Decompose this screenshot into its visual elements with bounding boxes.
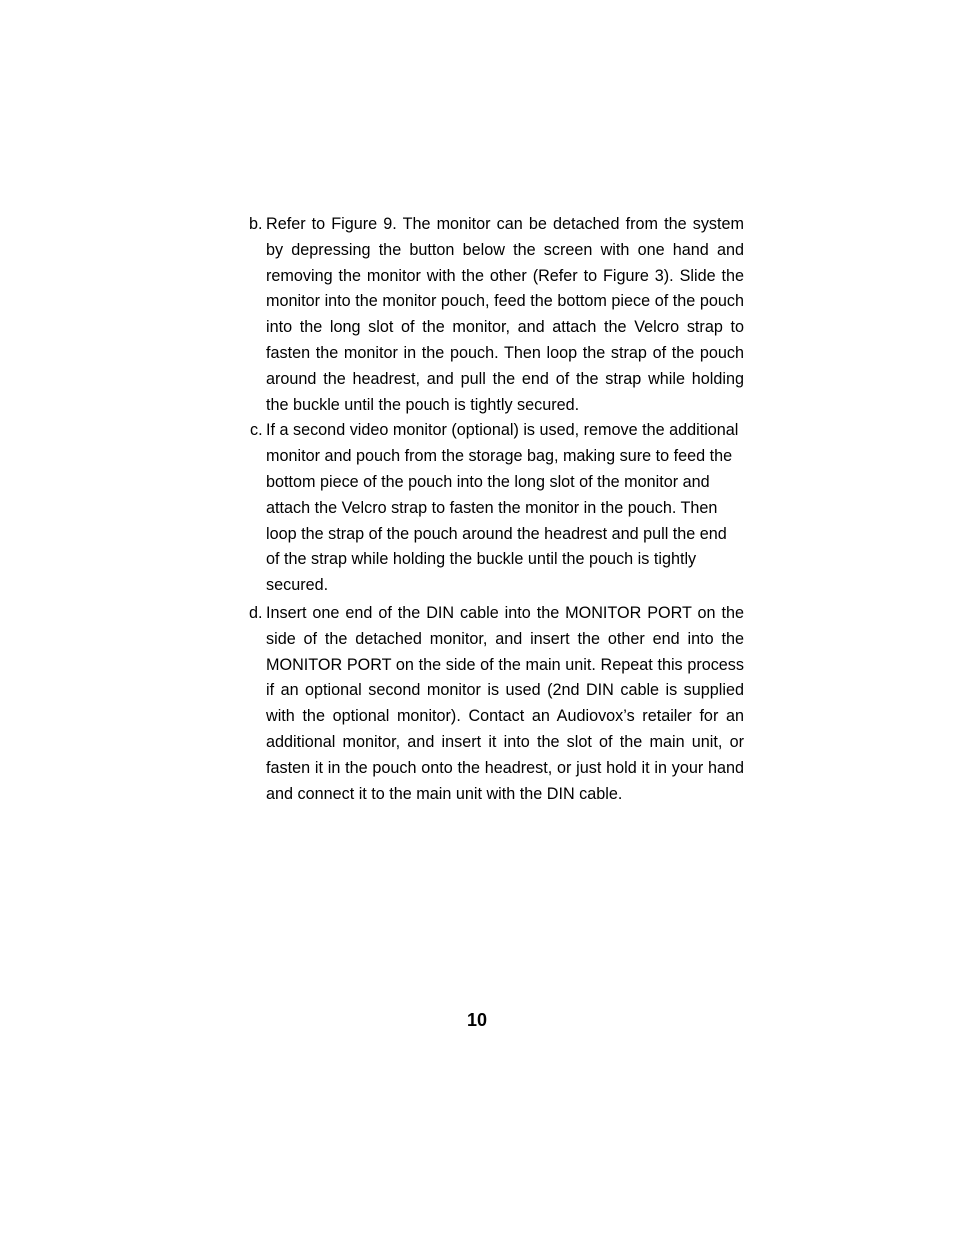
list-marker: d. bbox=[249, 603, 263, 622]
list-item bbox=[249, 601, 744, 807]
list-item-text: If a second video monitor (optional) is used, remove the additional monitor and pouch from the storage bag, making sure to feed the bottom piece of the pouch into the long slot of the monitor and attach the Velcro strap to fasten the monitor in the pouch. Then loop the strap of the pouch around the headrest and pull the end of the strap while holding the buckle until the pouch is tightly secured. bbox=[266, 421, 739, 595]
list-item-text: Refer to Figure 9. The monitor can be detached from the system by depressing the button below the screen with one hand and removing the monitor with the other (Refer to Figure 3). Slide the monitor into the monitor pouch, feed the bottom piece of the pouch into the long slot of the monitor, and attach the Velcro strap to fasten the monitor in the pouch. Then loop the strap of the pouch around the headrest, and pull the end of the strap while holding the buckle until the pouch is tightly secured. bbox=[266, 215, 744, 414]
page-number: 10 bbox=[466, 1010, 488, 1030]
list-marker: b. bbox=[249, 215, 263, 233]
list-item-text: Insert one end of the DIN cable into the MONITOR PORT on the side of the detached monitor, and insert the other end into the MONITOR PORT on the side of the main unit. Repeat this process if an optional second monitor is used (2nd DIN cable is supplied with the optional monitor). Contact an Audiovox’s retailer for an additional monitor, and insert it into the slot of the main unit, or fasten it in the pouch onto the headrest, or just hold it in your hand and connect it to the main unit with the DIN cable. bbox=[266, 603, 744, 803]
list-item bbox=[249, 212, 744, 418]
instruction-list bbox=[249, 212, 744, 807]
list-item bbox=[249, 418, 744, 599]
list-marker: c. bbox=[250, 421, 263, 440]
